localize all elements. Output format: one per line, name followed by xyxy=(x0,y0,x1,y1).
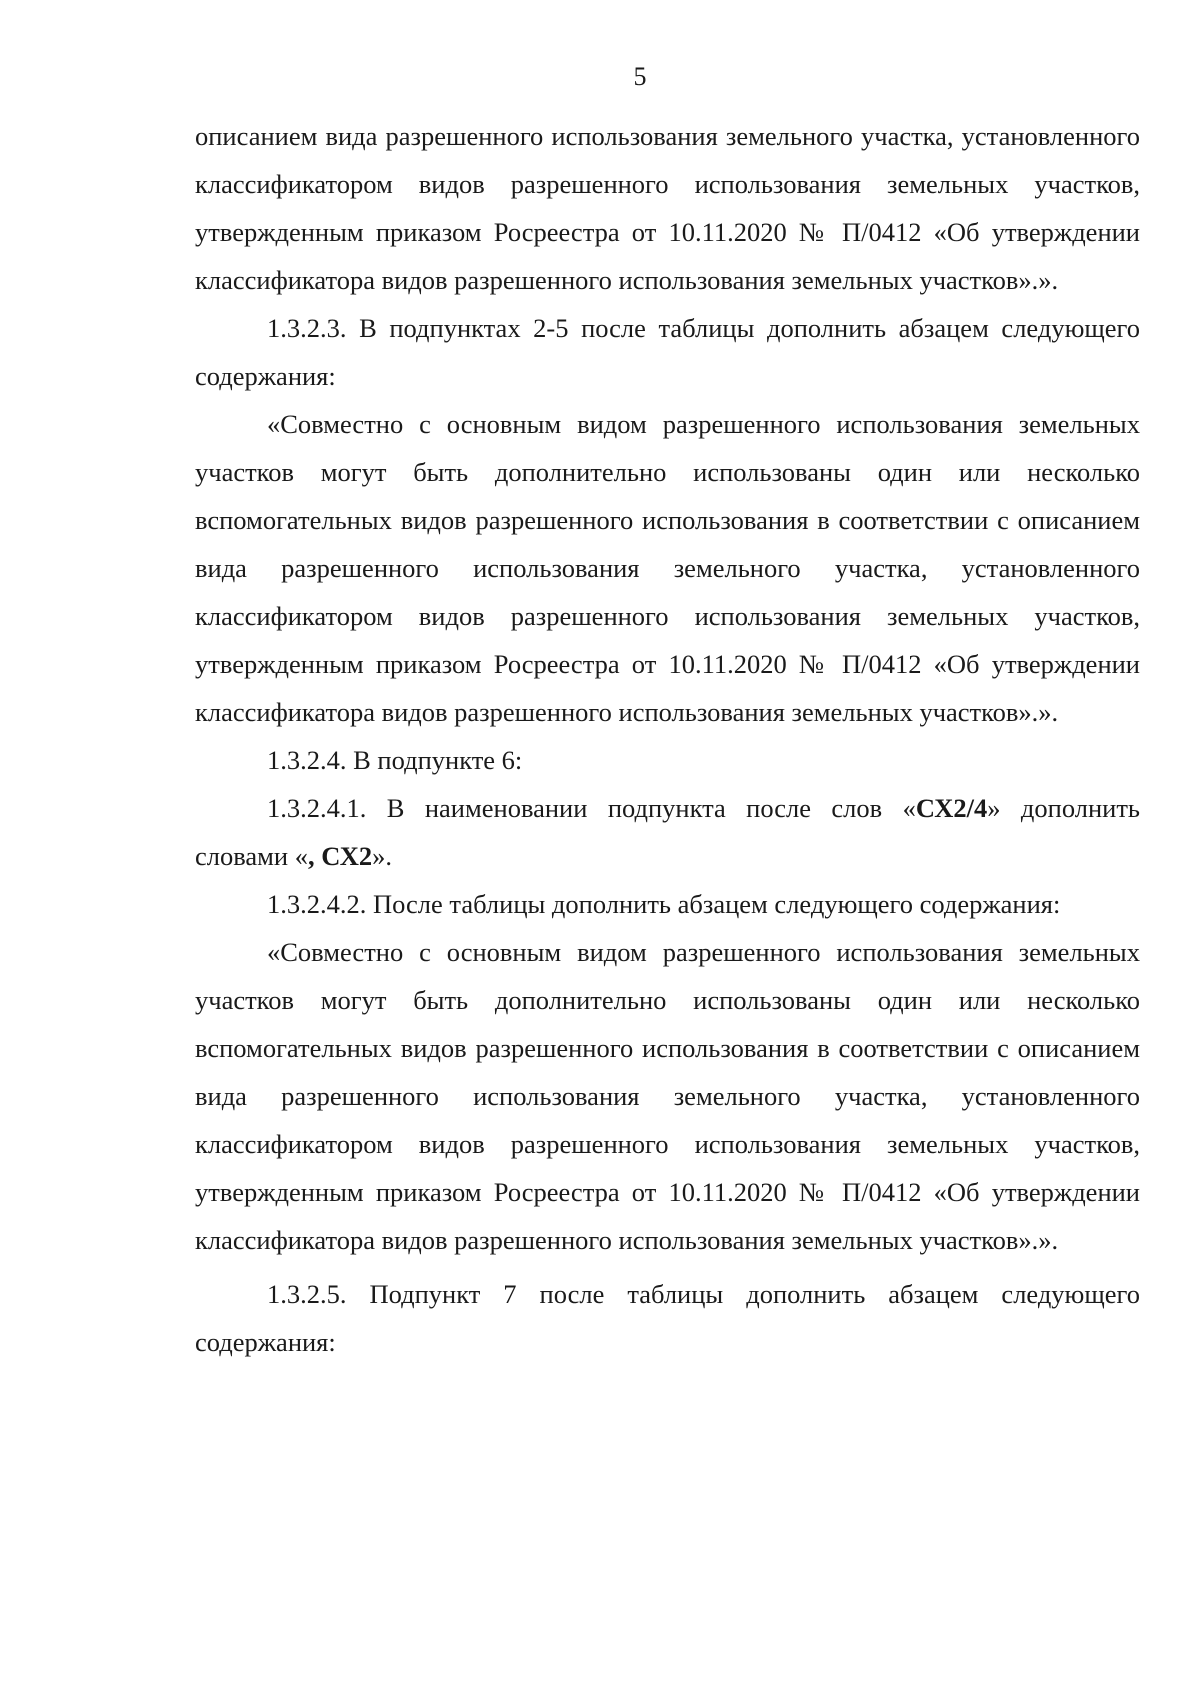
text-fragment: 1.3.2.4.1. В наименовании подпункта после слов « xyxy=(267,793,916,823)
paragraph-1-3-2-4-2: 1.3.2.4.2. После таблицы дополнить абзацем следующего содержания: xyxy=(267,889,1061,919)
paragraph-quote-2: «Совместно с основным видом разрешенного использования земельных участков могут быть дополнительно использованы один или несколько вспомогательных видов разрешенного использования в соответствии с описанием вида разрешенного использования земельного участка, установленного классификатором видов разрешенного использования земельных участков, утвержденным приказом Росреестра от 10.11.2020 № П/0412 «Об утверждении классификатора видов разрешенного использования земельных участков».». xyxy=(195,937,1140,1255)
paragraph-1-3-2-3: 1.3.2.3. В подпунктах 2-5 после таблицы дополнить абзацем следующего содержания: xyxy=(195,313,1140,391)
paragraph-1-3-2-4: 1.3.2.4. В подпункте 6: xyxy=(267,745,523,775)
paragraph-1-3-2-4-1 xyxy=(195,784,1140,880)
text-fragment: » дополнить словами « xyxy=(195,793,1141,871)
paragraph-continuation: описанием вида разрешенного использования земельного участка, установленного классификатором видов разрешенного использования земельных участков, утвержденным приказом Росреестра от 10.11.2020 № П/0412 «Об утверждении классификатора видов разрешенного использования земельных участков».». xyxy=(195,121,1140,295)
paragraph-1-3-2-5: 1.3.2.5. Подпункт 7 после таблицы дополнить абзацем следующего содержания: xyxy=(195,1279,1140,1357)
page-number: 5 xyxy=(633,62,647,91)
document-body xyxy=(195,112,1140,1366)
bold-code: СХ2/4 xyxy=(915,793,988,823)
paragraph-quote-1: «Совместно с основным видом разрешенного использования земельных участков могут быть дополнительно использованы один или несколько вспомогательных видов разрешенного использования в соответствии с описанием вида разрешенного использования земельного участка, установленного классификатором видов разрешенного использования земельных участков, утвержденным приказом Росреестра от 10.11.2020 № П/0412 «Об утверждении классификатора видов разрешенного использования земельных участков».». xyxy=(195,409,1140,727)
bold-code: , СХ2 xyxy=(308,841,373,871)
text-fragment: ». xyxy=(372,841,392,871)
